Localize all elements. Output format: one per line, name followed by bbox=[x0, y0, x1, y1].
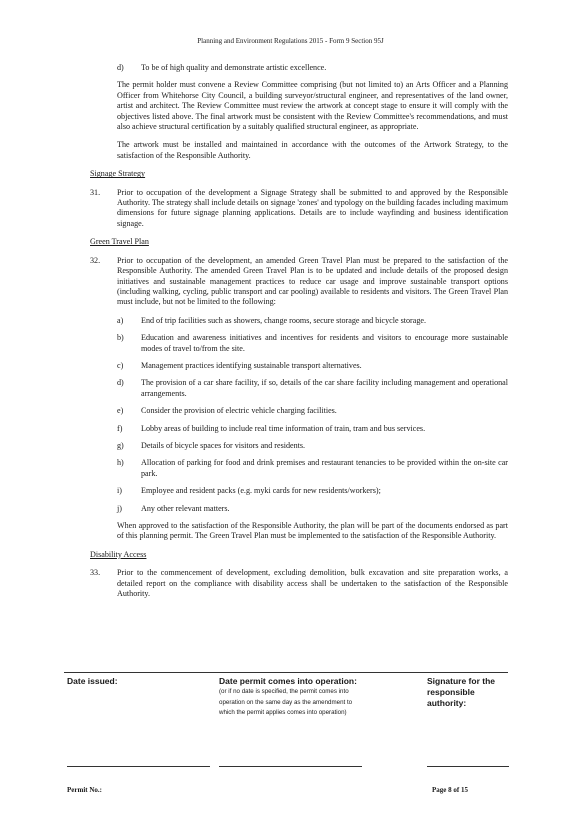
page-header: Planning and Environment Regulations 2015 - Form 9 Section 95J bbox=[197, 37, 384, 45]
list-item bbox=[117, 458, 508, 479]
list-item bbox=[117, 316, 508, 326]
permit-conditions bbox=[90, 63, 508, 607]
date-issued-line bbox=[67, 766, 210, 767]
item-label: d) bbox=[117, 63, 124, 72]
operation-date-line bbox=[219, 766, 362, 767]
condition-33 bbox=[90, 568, 508, 599]
green-travel-closing: When approved to the satisfaction of the Responsible Authority, the plan will be part of the documents endorsed as part of this planning permit. The Green Travel Plan must be implemented to the satisfaction of the Responsible Authority. bbox=[117, 521, 508, 541]
item-label: b) bbox=[117, 333, 124, 343]
condition-text: Prior to occupation of the development, an amended Green Travel Plan must be prepared to the satisfaction of the Responsible Authority. The amended Green Travel Plan is to be updated and include details of the proposed design initiatives and sustainable management practices to reduce car usage and improve sustainable transport options (including walking, cycling, public transport and car pooling) available to residents and visitors. The Green Travel Plan must include, but not be limited to the following: bbox=[117, 255, 508, 307]
operation-date-block bbox=[219, 676, 369, 719]
item-label: f) bbox=[117, 423, 123, 433]
list-item bbox=[117, 378, 508, 399]
operation-date-label: Date permit comes into operation: bbox=[219, 676, 357, 686]
review-committee-paragraph: The permit holder must convene a Review Committee comprising (but not limited to) an Arts Officer and a Planning Officer from Whitehorse City Council, a building surveyor/structural engineer, and representatives of the land owner, artist and architect. The Review Committee must review the artwork at concept stage to ensure it will comply with the objectives listed above. The final artwork must be consistent with the Review Committee's recommendations, and must also achieve structural certification by a suitably qualified structural engineer, as appropriate. bbox=[117, 80, 508, 132]
item-label: i) bbox=[117, 486, 122, 496]
operation-date-note: (or if no date is specified, the permit comes into operation on the same day as the amendment to which the permit applies comes into operation) bbox=[219, 688, 353, 716]
condition-32 bbox=[90, 256, 508, 308]
date-issued-block bbox=[67, 676, 207, 687]
list-item bbox=[117, 406, 508, 416]
item-text: Consider the provision of electric vehicle charging facilities. bbox=[141, 406, 337, 416]
item-label: j) bbox=[117, 503, 122, 513]
item-label: d) bbox=[117, 378, 124, 388]
list-item bbox=[117, 441, 508, 451]
signature-label: Signature for the responsible authority: bbox=[427, 676, 496, 708]
item-label: a) bbox=[117, 315, 124, 325]
green-travel-heading: Green Travel Plan bbox=[90, 237, 149, 247]
list-item bbox=[117, 333, 508, 354]
item-text: To be of high quality and demonstrate artistic excellence. bbox=[141, 63, 327, 72]
permit-number: Permit No.: bbox=[67, 786, 102, 794]
item-text: Education and awareness initiatives and incentives for residents and visitors to encourage more sustainable modes of travel to/from the site. bbox=[141, 333, 508, 353]
item-text: The provision of a car share facility, if so, details of the car share facility including management and operational arrangements. bbox=[141, 378, 508, 398]
signage-heading: Signage Strategy bbox=[90, 169, 146, 179]
item-text: Employee and resident packs (e.g. myki cards for new residents/workers); bbox=[141, 486, 381, 496]
item-text: Any other relevant matters. bbox=[141, 503, 230, 513]
item-text: Allocation of parking for food and drink premises and restaurant tenancies to be provided within the on-site car park. bbox=[141, 458, 508, 478]
item-text: End of trip facilities such as showers, change rooms, secure storage and bicycle storage. bbox=[141, 315, 426, 325]
page-number: Page 8 of 15 bbox=[432, 786, 468, 794]
condition-31 bbox=[90, 188, 508, 230]
condition-text: Prior to occupation of the development a Signage Strategy shall be submitted to and approved by the Responsible Authority. The strategy shall include details on signage 'zones' and typology on the building facades including maximum dimensions for future signage planning applications. Details are to include wayfinding and business identification signage. bbox=[117, 187, 508, 228]
footer-divider bbox=[64, 672, 508, 673]
signature-block bbox=[427, 676, 512, 709]
item-text: Management practices identifying sustainable transport alternatives. bbox=[141, 360, 362, 370]
disability-heading: Disability Access bbox=[90, 549, 147, 559]
artwork-item-d bbox=[117, 63, 508, 73]
item-label: g) bbox=[117, 440, 124, 450]
condition-number: 32. bbox=[90, 255, 101, 265]
item-label: c) bbox=[117, 360, 124, 370]
list-item bbox=[117, 504, 508, 514]
condition-text: Prior to the commencement of development, excluding demolition, bulk excavation and site preparation works, a detailed report on the compliance with disability access shall be undertaken to the satisfaction of the Responsible Authority. bbox=[117, 568, 508, 599]
artwork-install-paragraph: The artwork must be installed and maintained in accordance with the outcomes of the Artwork Strategy, to the satisfaction of the Responsible Authority. bbox=[117, 140, 508, 160]
item-label: h) bbox=[117, 458, 124, 468]
item-text: Lobby areas of building to include real time information of train, tram and bus services. bbox=[141, 423, 426, 433]
signature-line bbox=[427, 766, 509, 767]
list-item bbox=[117, 424, 508, 434]
date-issued-label: Date issued: bbox=[67, 676, 118, 686]
item-label: e) bbox=[117, 406, 124, 416]
item-text: Details of bicycle spaces for visitors and residents. bbox=[141, 440, 306, 450]
condition-number: 31. bbox=[90, 187, 101, 197]
list-item bbox=[117, 486, 508, 496]
list-item bbox=[117, 361, 508, 371]
condition-number: 33. bbox=[90, 568, 101, 578]
